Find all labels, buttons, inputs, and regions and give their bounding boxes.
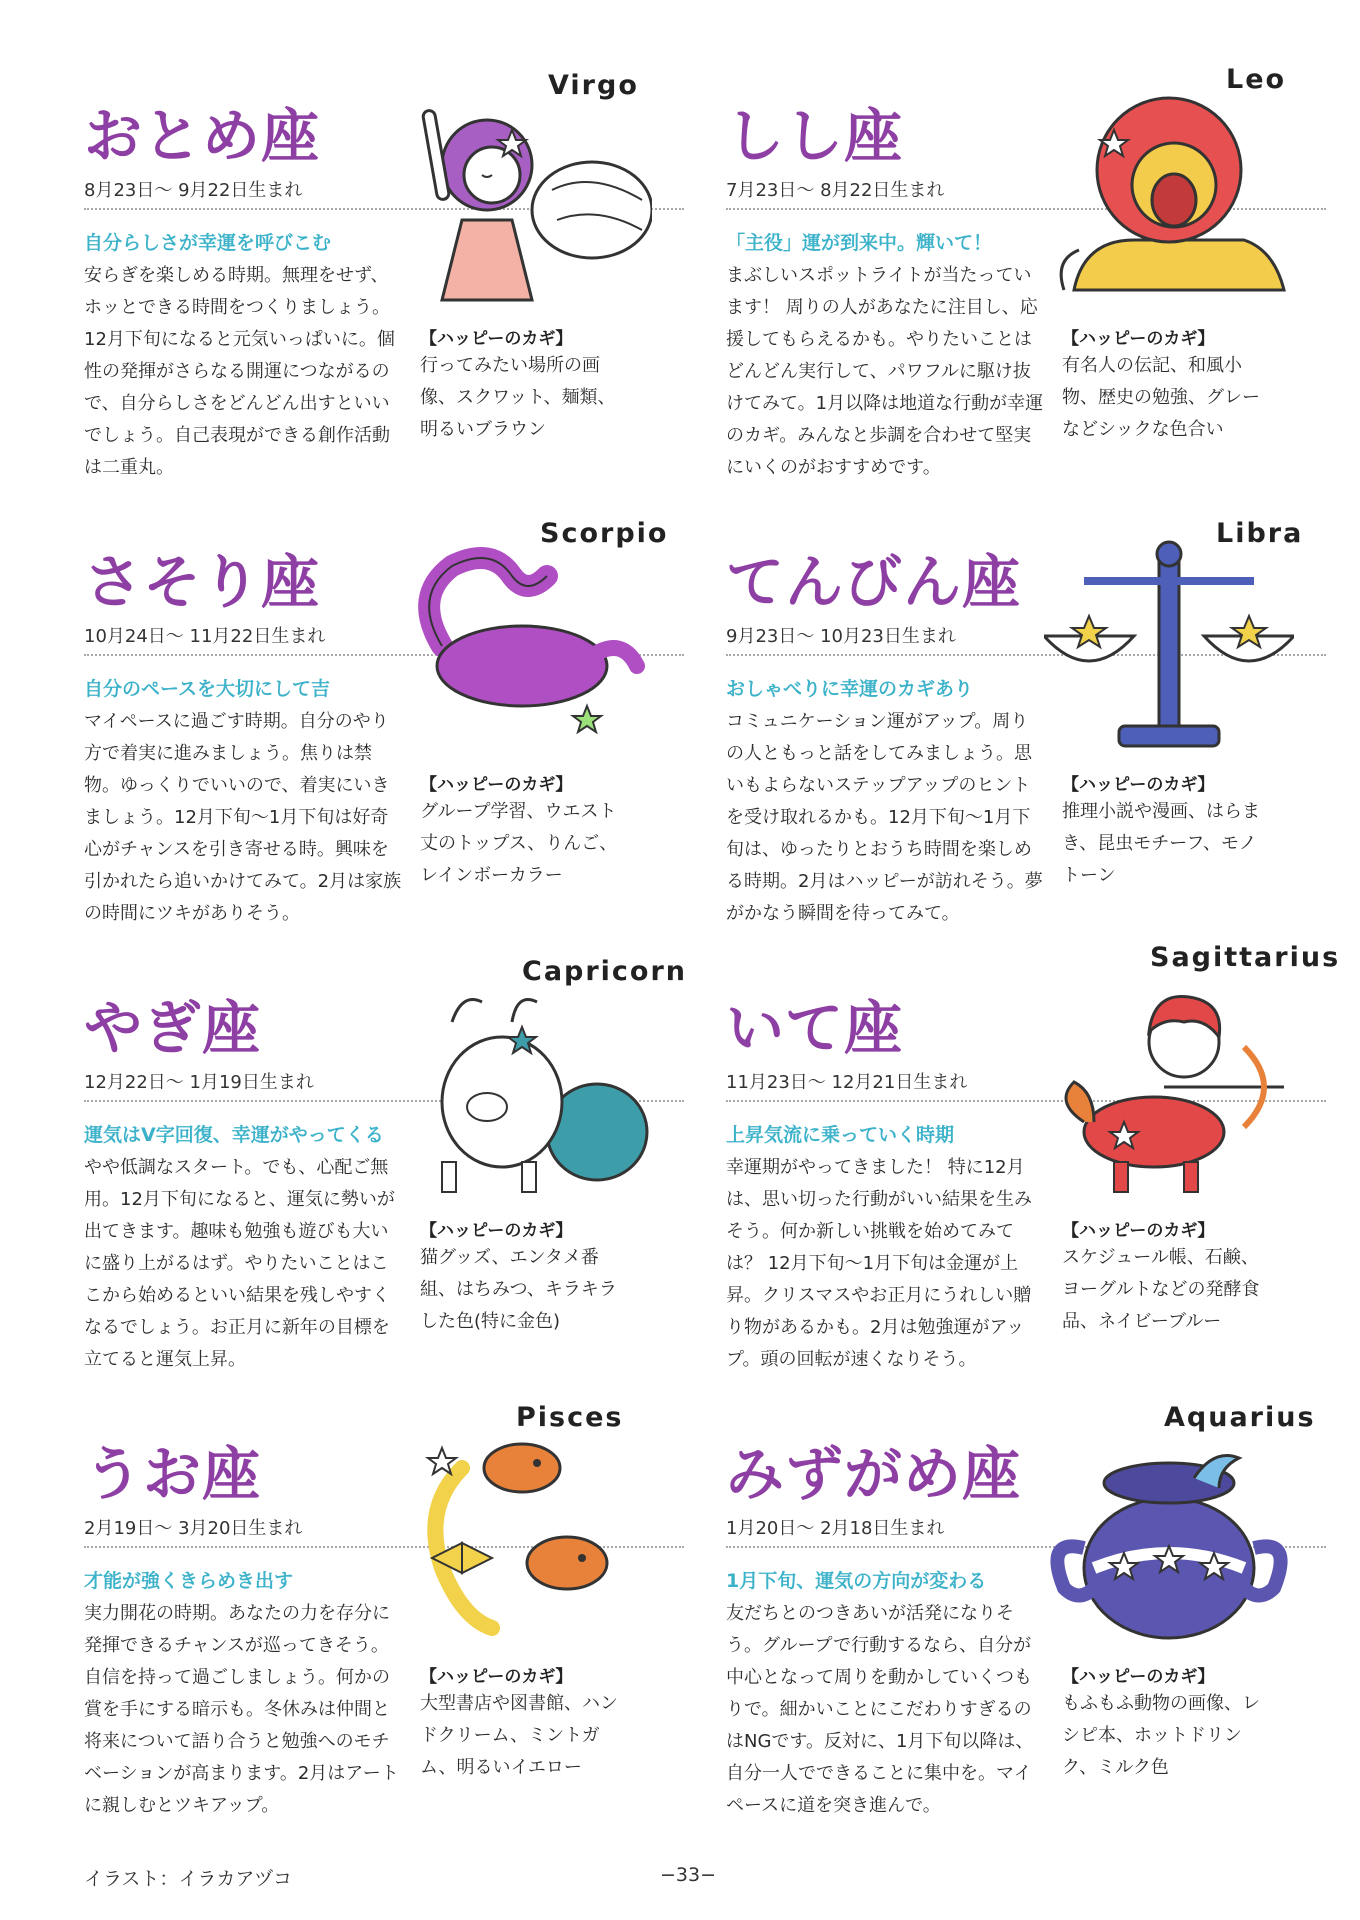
english-name: Libra	[1216, 518, 1304, 549]
sign-title: おとめ座	[84, 102, 321, 170]
lucky-items: グループ学習、ウエスト丈のトップス、りんご、レインボーカラー	[420, 801, 618, 886]
lucky-label: 【ハッピーのカギ】	[1062, 775, 1215, 795]
sign-dates: 1月20日～ 2月18日生まれ	[726, 1518, 945, 1539]
lucky-items: 猫グッズ、エンタメ番組、はちみつ、キラキラした色(特に金色)	[420, 1247, 617, 1332]
sign-title: うお座	[84, 1440, 262, 1508]
scorpio-illustration	[402, 536, 652, 766]
lucky-items: 推理小説や漫画、はらまき、昆虫モチーフ、モノトーン	[1062, 801, 1260, 886]
libra-illustration	[1044, 536, 1294, 766]
sign-dates: 12月22日～ 1月19日生まれ	[84, 1072, 314, 1093]
sign-aquarius	[712, 1402, 1316, 1868]
fortune-heading: 自分のペースを大切にして吉	[84, 678, 331, 700]
sign-sagittarius	[712, 942, 1341, 1422]
sign-dates: 7月23日～ 8月22日生まれ	[726, 180, 945, 201]
sign-title: みずがめ座	[726, 1440, 1022, 1508]
sagittarius-illustration	[1044, 982, 1294, 1212]
sign-scorpio	[70, 518, 670, 976]
lucky-label: 【ハッピーのカギ】	[420, 1221, 573, 1241]
sign-pisces	[70, 1402, 670, 1868]
fortune-body: やや低調なスタート。でも、心配ご無用。12月下旬になると、運気に勢いが出てきます。趣味も勉強も遊びも大いに盛り上がるはず。やりたいことはここから始めるといい結果を残しやすくなるでしょう。お正月に新年の目標を立てると運気上昇。	[84, 1157, 395, 1370]
fortune-heading: 上昇気流に乗っていく時期	[726, 1124, 955, 1146]
page-number: −33−	[660, 1864, 717, 1886]
fortune-body: マイペースに過ごす時期。自分のやり方で着実に進みましょう。焦りは禁物。ゆっくりでいいので、着実にいきましょう。12月下旬～1月下旬は好奇心がチャンスを引き寄せる時。興味を引かれたら追いかけてみて。2月は家族の時間にツキがありそう。	[84, 711, 402, 924]
fortune-body: 幸運期がやってきました！ 特に12月は、思い切った行動がいい結果を生みそう。何か新しい挑戦を始めてみては？ 12月下旬～1月下旬は金運が上昇。クリスマスやお正月にうれしい贈り物があるかも。2月は勉強運がアップ。頭の回転が速くなりそう。	[726, 1157, 1032, 1370]
lucky-items: もふもふ動物の画像、レシピ本、ホットドリンク、ミルク色	[1062, 1693, 1260, 1778]
sign-libra	[712, 518, 1312, 976]
fortune-body: まぶしいスポットライトが当たっています！ 周りの人があなたに注目し、応援してもらえるかも。やりたいことはどんどん実行して、パワフルに駆け抜けてみて。1月以降は地道な行動が幸運のカギ。みんなと歩調を合わせて堅実にいくのがおすすめです。	[726, 265, 1044, 478]
sign-capricorn	[70, 956, 688, 1422]
lucky-label: 【ハッピーのカギ】	[420, 329, 573, 349]
english-name: Virgo	[548, 70, 639, 101]
fortune-body: コミュニケーション運がアップ。周りの人ともっと話をしてみましょう。思いもよらないステップアップのヒントを受け取れるかも。12月下旬～1月下旬は、ゆったりとおうち時間を楽しめる時期。2月はハッピーが訪れそう。夢がかなう瞬間を待ってみて。	[726, 711, 1043, 924]
lucky-items: 行ってみたい場所の画像、スクワット、麺類、明るいブラウン	[420, 355, 616, 440]
leo-illustration	[1044, 90, 1294, 320]
fortune-body: 実力開花の時期。あなたの力を存分に発揮できるチャンスが巡ってきそう。自信を持って過ごしましょう。何かの賞を手にする暗示も。冬休みは仲間と将来について語り合うと勉強へのモチベーションが高まります。2月はアートに親しむとツキアップ。	[84, 1603, 399, 1816]
sign-title: さそり座	[84, 548, 321, 616]
lucky-label: 【ハッピーのカギ】	[420, 1667, 573, 1687]
sign-dates: 8月23日～ 9月22日生まれ	[84, 180, 303, 201]
lucky-items: スケジュール帳、石鹸、ヨーグルトなどの発酵食品、ネイビーブルー	[1062, 1247, 1260, 1332]
sign-leo	[712, 64, 1312, 530]
aquarius-illustration	[1044, 1428, 1294, 1658]
english-name: Scorpio	[540, 518, 669, 549]
lucky-label: 【ハッピーのカギ】	[1062, 1667, 1215, 1687]
sign-dates: 9月23日～ 10月23日生まれ	[726, 626, 956, 647]
fortune-heading: おしゃべりに幸運のカギあり	[726, 678, 974, 700]
lucky-label: 【ハッピーのカギ】	[1062, 329, 1215, 349]
sign-dates: 11月23日～ 12月21日生まれ	[726, 1072, 968, 1093]
lucky-items: 大型書店や図書館、ハンドクリーム、ミントガム、明るいイエロー	[420, 1693, 618, 1778]
sign-title: いて座	[726, 994, 904, 1062]
english-name: Pisces	[516, 1402, 624, 1433]
fortune-heading: 自分らしさが幸運を呼びこむ	[84, 232, 332, 254]
lucky-label: 【ハッピーのカギ】	[420, 775, 573, 795]
sign-title: てんびん座	[726, 548, 1022, 616]
english-name: Capricorn	[522, 956, 688, 987]
fortune-heading: 「主役」運が到来中。輝いて！	[726, 232, 993, 254]
lucky-label: 【ハッピーのカギ】	[1062, 1221, 1215, 1241]
fortune-body: 友だちとのつきあいが活発になりそう。グループで行動するなら、自分が中心となって周りを動かしていくつもりで。細かいことにこだわりすぎるのはNGです。反対に、1月下旬以降は、自分一人でできることに集中を。マイペースに道を突き進んで。	[726, 1603, 1034, 1816]
sign-dates: 10月24日～ 11月22日生まれ	[84, 626, 326, 647]
english-name: Sagittarius	[1150, 942, 1341, 973]
virgo-illustration	[402, 90, 652, 320]
sign-dates: 2月19日～ 3月20日生まれ	[84, 1518, 303, 1539]
capricorn-illustration	[402, 982, 652, 1212]
english-name: Aquarius	[1164, 1402, 1316, 1433]
sign-title: やぎ座	[84, 994, 262, 1062]
pisces-illustration	[402, 1428, 652, 1658]
fortune-heading: 運気はV字回復、幸運がやってくる	[84, 1124, 384, 1146]
fortune-heading: 才能が強くきらめき出す	[84, 1570, 294, 1592]
illustration-credit: イラスト：イラカアヅコ	[84, 1868, 293, 1890]
english-name: Leo	[1226, 64, 1287, 95]
sign-virgo	[70, 70, 670, 530]
sign-title: しし座	[726, 102, 904, 170]
fortune-heading: 1月下旬、運気の方向が変わる	[726, 1570, 987, 1592]
fortune-body: 安らぎを楽しめる時期。無理をせず、ホッとできる時間をつくりましょう。12月下旬になると元気いっぱいに。個性の発揮がさらなる開運につながるので、自分らしさをどんどん出すといいでしょう。自己表現ができる創作活動は二重丸。	[84, 265, 395, 478]
lucky-items: 有名人の伝記、和風小物、歴史の勉強、グレーなどシックな色合い	[1062, 355, 1260, 440]
